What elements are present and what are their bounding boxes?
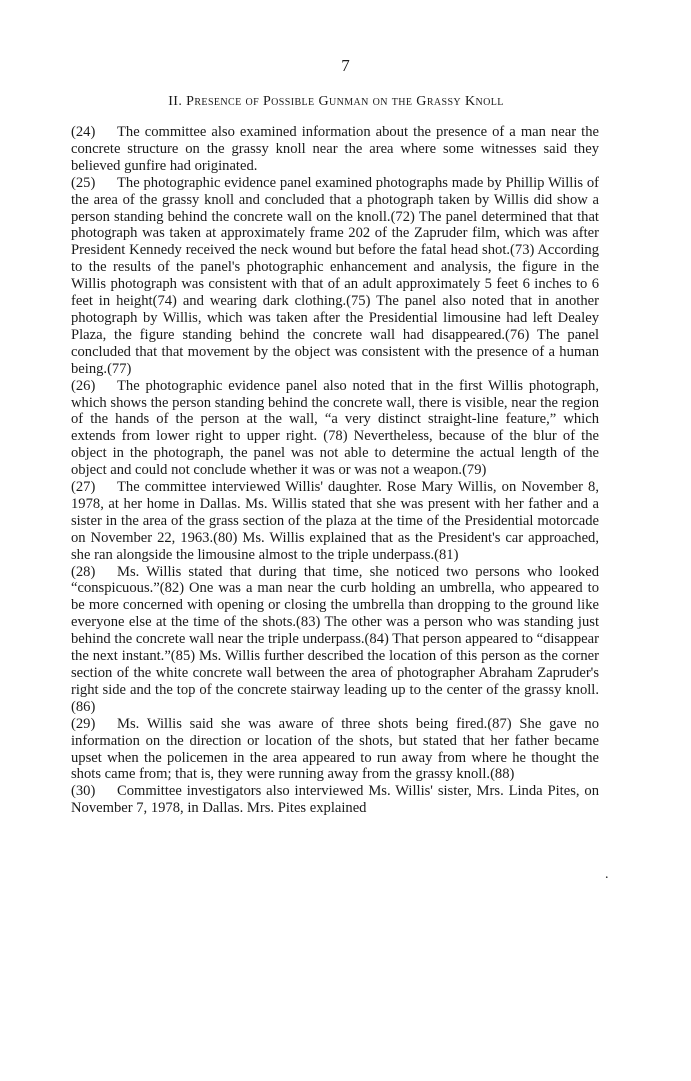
- section-heading: II. Presence of Possible Gunman on the Grassy Knoll: [168, 94, 504, 109]
- paragraph-number: (30): [71, 783, 96, 800]
- paragraph-27: [71, 479, 599, 564]
- paragraph-29: [71, 716, 599, 784]
- paragraph-24: [71, 124, 599, 175]
- paragraph-26: [71, 378, 599, 479]
- scan-speck: .: [605, 867, 609, 882]
- paragraph-number: (25): [71, 174, 96, 191]
- paragraph-25: [71, 175, 599, 378]
- paragraph-text: Ms. Willis stated that during that time, she noticed two persons who looked “conspicuous.”(82) One was a man near the curb holding an umbrella, who appeared to be more concerned with opening or closing the umbrella than dropping to the ground like everyone else at the time of the shots.(83) The other was a person who was standing just behind the concrete wall near the triple underpass.(84) That person appeared to “disappear the next instant.”(85) Ms. Willis further described the location of this person as the corner section of the white concrete wall between the area of photographer Abraham Zapruder's right side and the top of the concrete stairway leading up to the center of the grassy knoll.(86): [71, 563, 599, 715]
- paragraph-number: (26): [71, 377, 96, 394]
- paragraph-number: (29): [71, 715, 96, 732]
- paragraph-number: (28): [71, 563, 96, 580]
- paragraph-28: [71, 564, 599, 716]
- paragraph-number: (24): [71, 124, 96, 140]
- page-number: 7: [341, 56, 350, 75]
- paragraph-30: [71, 783, 599, 817]
- body-text: [71, 124, 599, 817]
- paragraph-text: The photographic evidence panel examined photographs made by Phillip Willis of the area of the grassy knoll and concluded that a photograph taken by Willis did show a person standing behind the concrete wall on the knoll.(72) The panel determined that that photograph was taken at approximately frame 202 of the Zapruder film, which was after President Kennedy received the neck wound but before the fatal head shot.(73) According to the results of the panel's photographic enhancement and analysis, the figure in the Willis photograph was consistent with that of an adult approximately 5 feet 6 inches to 6 feet in height(74) and wearing dark clothing.(75) The panel also noted that in another photograph by Willis, which was taken after the Presidential limousine had left Dealey Plaza, the figure standing behind the concrete wall had disappeared.(76) The panel concluded that that movement by the object was consistent with the presence of a human being.(77): [71, 174, 599, 377]
- paragraph-text: The photographic evidence panel also noted that in the first Willis photograph, which shows the person standing behind the concrete wall, there is visible, near the region of the hands of the person at the wall, “a very distinct straight-line feature,” which extends from lower right to upper right. (78) Nevertheless, because of the blur of the object in the photograph, the panel was not able to determine the actual length of the object and could not conclude whether it was or was not a weapon.(79): [71, 377, 599, 479]
- paragraph-number: (27): [71, 479, 96, 496]
- paragraph-text: Ms. Willis said she was aware of three shots being fired.(87) She gave no information on the direction or location of the shots, but stated that her father became upset when the policemen in the area appeared to run away from where he thought the shots came from; that is, they were running away from the grassy knoll.(88): [71, 715, 599, 783]
- paragraph-text: Committee investigators also interviewed Ms. Willis' sister, Mrs. Linda Pites, on November 7, 1978, in Dallas. Mrs. Pites explained: [71, 783, 599, 817]
- paragraph-text: The committee also examined information about the presence of a man near the concrete structure on the grassy knoll near the area where some witnesses said they believed gunfire had originated.: [71, 124, 599, 174]
- paragraph-text: The committee interviewed Willis' daughter. Rose Mary Willis, on November 8, 1978, at her home in Dallas. Ms. Willis stated that she was present with her father and a sister in the area of the grass section of the plaza at the time of the Presidential motorcade on November 22, 1963.(80) Ms. Willis explained that as the President's car approached, she ran alongside the limousine almost to the triple underpass.(81): [71, 479, 599, 563]
